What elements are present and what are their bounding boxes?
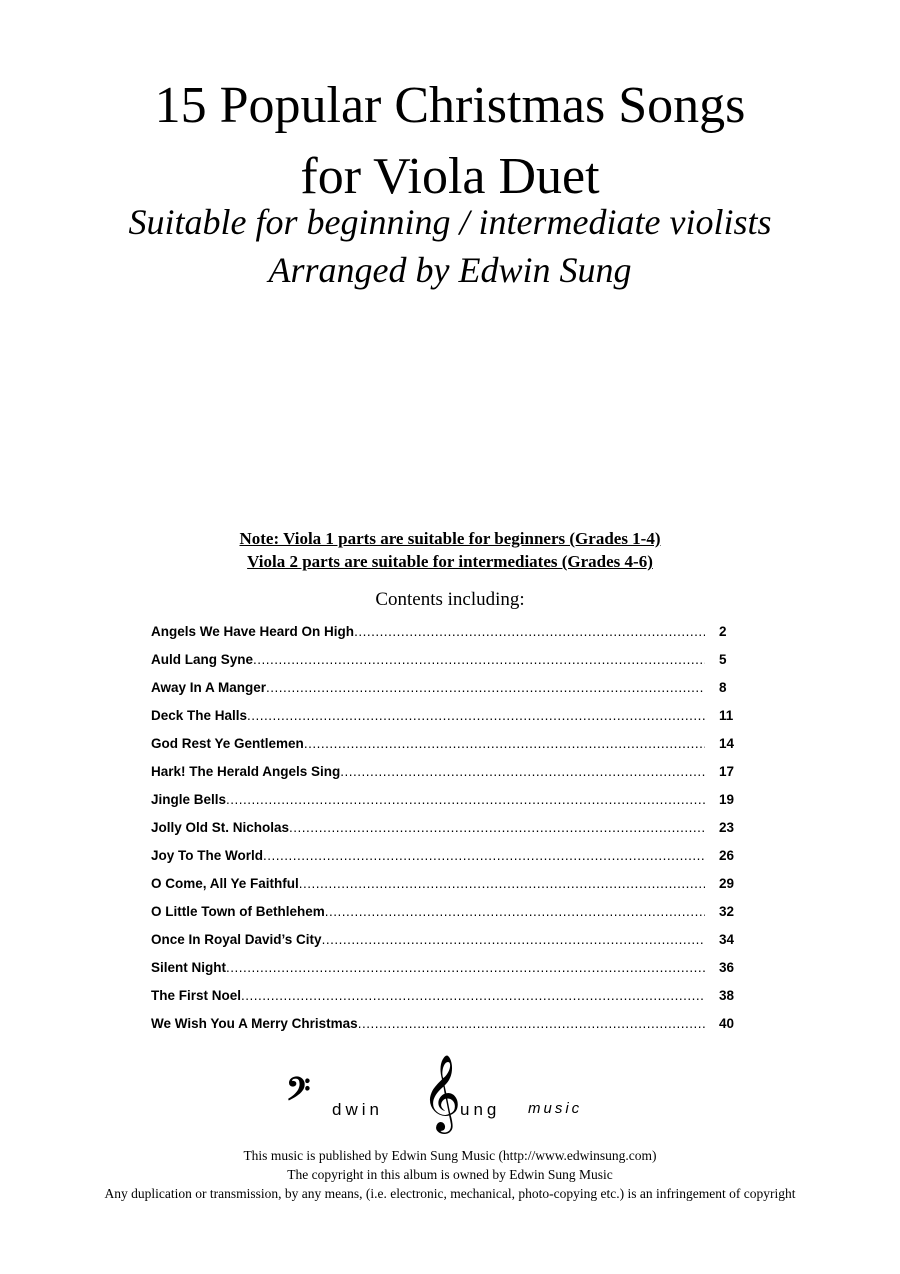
edwin-sung-music-logo [280, 1050, 620, 1135]
toc-row [151, 848, 751, 876]
subtitle-arranger: Arranged by Edwin Sung [268, 250, 632, 290]
toc-page-number: 14 [719, 736, 735, 751]
toc-dot-leader [226, 960, 705, 975]
treble-clef-icon: 𝄞 [422, 1057, 462, 1130]
toc-song-title: Once In Royal David’s City [151, 932, 322, 947]
logo-text-dwin: dwin [332, 1100, 383, 1119]
note-viola-1: Note: Viola 1 parts are suitable for beginners (Grades 1-4) [239, 529, 661, 548]
table-of-contents [151, 624, 751, 1044]
toc-page-number: 36 [719, 960, 735, 975]
toc-dot-leader [299, 876, 705, 891]
toc-row [151, 820, 751, 848]
toc-dot-leader [340, 764, 705, 779]
toc-song-title: Jingle Bells [151, 792, 227, 807]
toc-dot-leader [247, 708, 705, 723]
toc-song-title: O Little Town of Bethlehem [151, 904, 325, 919]
toc-page-number: 11 [719, 708, 734, 723]
bass-clef-icon: 𝄢 [286, 1073, 311, 1115]
toc-page-number: 2 [719, 624, 727, 639]
toc-page-number: 23 [719, 820, 735, 835]
toc-row [151, 904, 751, 932]
toc-dot-leader [358, 1016, 705, 1031]
logo-text-ung: ung [460, 1100, 501, 1119]
toc-song-title: Joy To The World [151, 848, 264, 863]
toc-dot-leader [354, 624, 705, 639]
logo-text-music: music [528, 1100, 583, 1117]
toc-song-title: O Come, All Ye Faithful [151, 876, 299, 891]
toc-dot-leader [322, 932, 705, 947]
toc-page-number: 40 [719, 1016, 735, 1031]
footer-publisher: This music is published by Edwin Sung Music (http://www.edwinsung.com) [243, 1148, 657, 1163]
toc-song-title: Hark! The Herald Angels Sing [151, 764, 341, 779]
toc-song-title: We Wish You A Merry Christmas [151, 1016, 358, 1031]
contents-heading: Contents including: [375, 589, 525, 610]
toc-dot-leader [325, 904, 705, 919]
toc-row [151, 960, 751, 988]
toc-row [151, 764, 751, 792]
toc-row [151, 736, 751, 764]
toc-row [151, 652, 751, 680]
subtitle-suitability: Suitable for beginning / intermediate violists [128, 202, 772, 242]
title-line-2: for Viola Duet [300, 148, 600, 205]
toc-song-title: The First Noel [151, 988, 242, 1003]
toc-row [151, 792, 751, 820]
toc-row [151, 624, 751, 652]
toc-page-number: 29 [719, 876, 735, 891]
toc-song-title: Away In A Manger [151, 680, 267, 695]
title-line-1: 15 Popular Christmas Songs [154, 77, 746, 134]
toc-dot-leader [253, 652, 705, 667]
toc-dot-leader [263, 848, 705, 863]
toc-row [151, 988, 751, 1016]
toc-song-title: Deck The Halls [151, 708, 248, 723]
toc-dot-leader [266, 680, 705, 695]
toc-song-title: Jolly Old St. Nicholas [151, 820, 290, 835]
footer-copyright-owner: The copyright in this album is owned by Edwin Sung Music [287, 1167, 613, 1182]
toc-song-title: Angels We Have Heard On High [151, 624, 355, 639]
toc-page-number: 32 [719, 904, 735, 919]
toc-page-number: 19 [719, 792, 735, 807]
toc-page-number: 38 [719, 988, 735, 1003]
footer-copyright-notice: Any duplication or transmission, by any means, (i.e. electronic, mechanical, photo-copying etc.) is an infringement of copyright [104, 1186, 796, 1201]
toc-dot-leader [304, 736, 705, 751]
toc-page-number: 26 [719, 848, 735, 863]
toc-page-number: 17 [719, 764, 735, 779]
toc-song-title: God Rest Ye Gentlemen [151, 736, 304, 751]
toc-row [151, 1016, 751, 1044]
toc-page-number: 8 [719, 680, 727, 695]
toc-row [151, 708, 751, 736]
toc-song-title: Silent Night [151, 960, 226, 975]
toc-row [151, 680, 751, 708]
toc-song-title: Auld Lang Syne [151, 652, 254, 667]
toc-row [151, 932, 751, 960]
toc-dot-leader [241, 988, 705, 1003]
toc-page-number: 5 [719, 652, 727, 667]
toc-row [151, 876, 751, 904]
note-viola-2: Viola 2 parts are suitable for intermediates (Grades 4-6) [247, 552, 653, 571]
toc-page-number: 34 [719, 932, 735, 947]
toc-dot-leader [289, 820, 705, 835]
toc-dot-leader [226, 792, 705, 807]
